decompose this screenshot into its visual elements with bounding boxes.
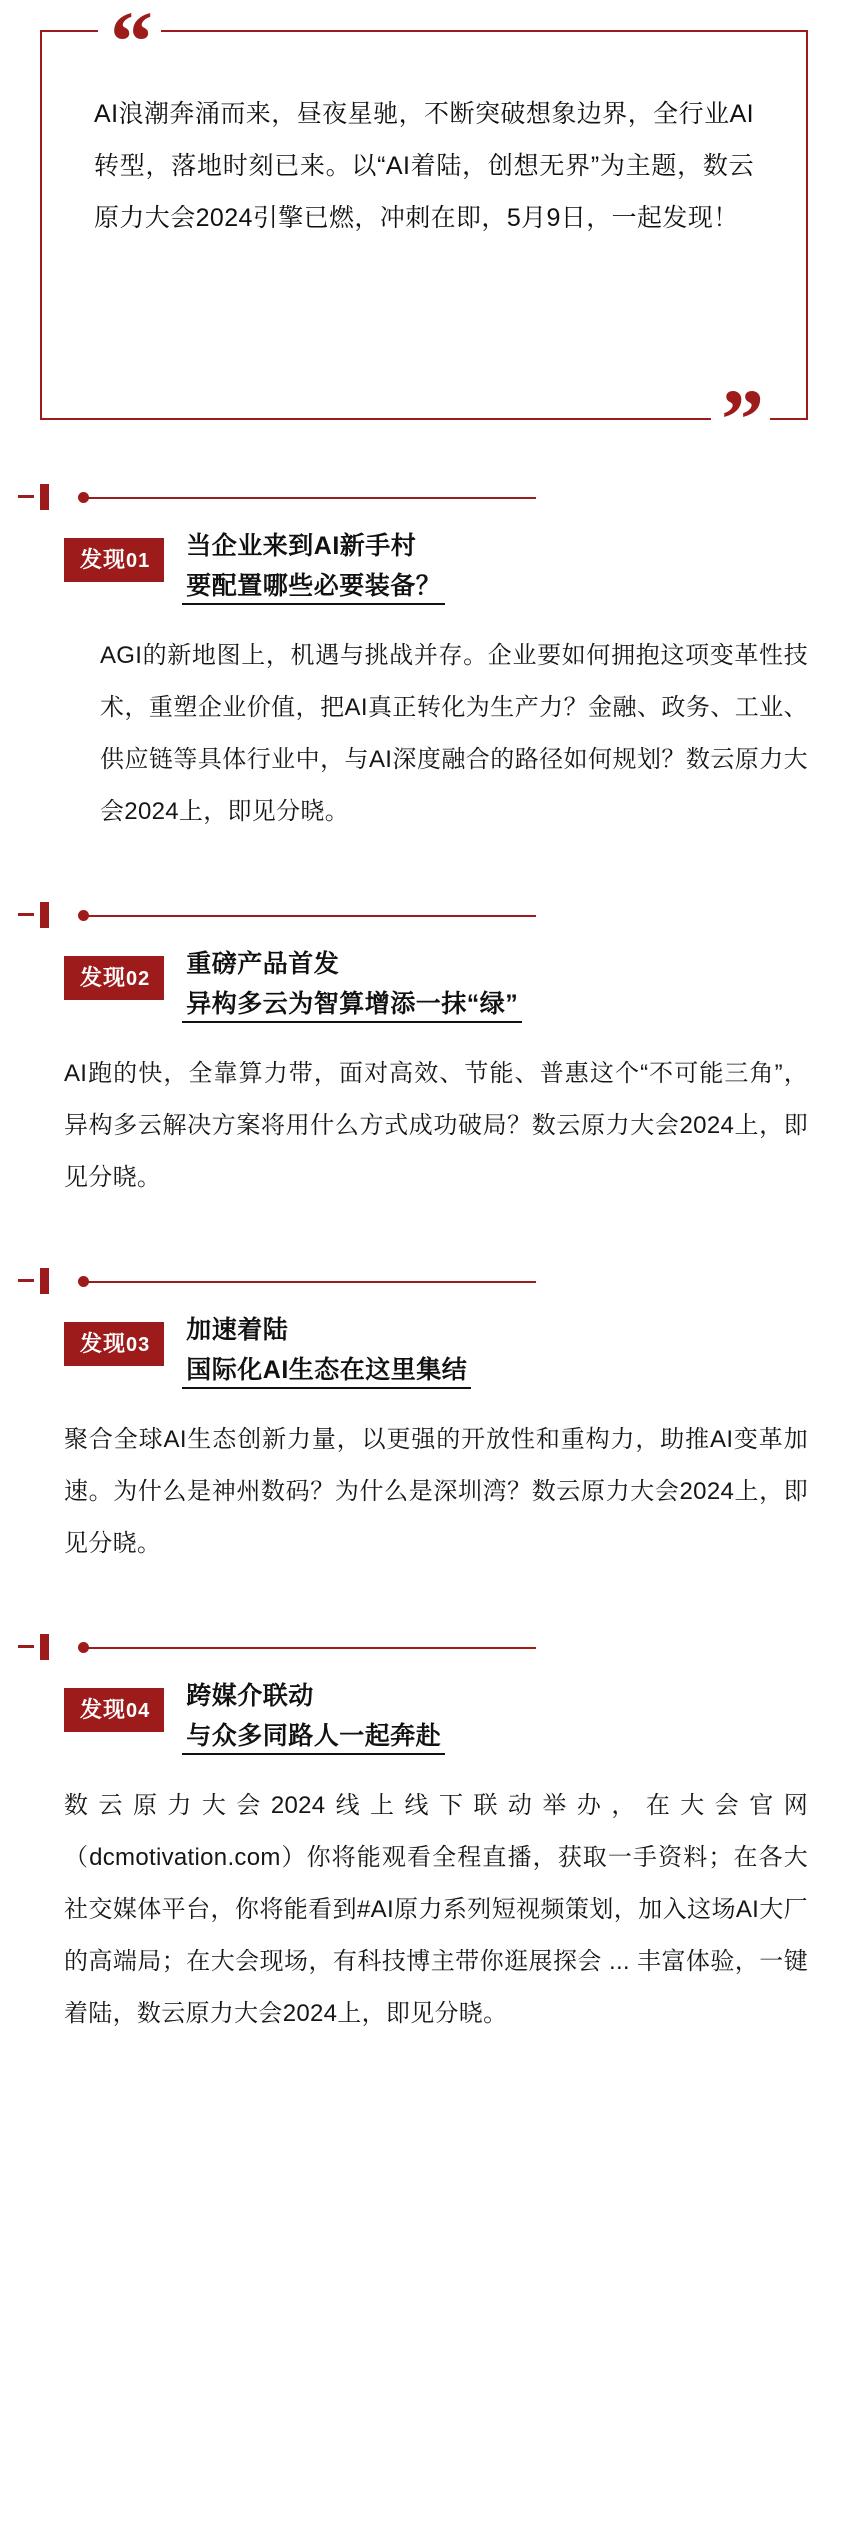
badge-02 [64,956,164,1000]
horizontal-rule [88,497,536,499]
square-marker-icon [40,484,49,510]
quote-text: AI浪潮奔涌而来，昼夜星驰，不断突破想象边界，全行业AI转型，落地时刻已来。以“AI着陆，创想无界”为主题，数云原力大会2024引擎已燃，冲刺在即，5月9日，一起发现！ [94,100,754,232]
section-03-body: 聚合全球AI生态创新力量，以更强的开放性和重构力，助推AI变革加速。为什么是神州数码？为什么是深圳湾？数云原力大会2024上，即见分晓。 [64,1426,808,1557]
dash-marker-icon [18,1645,34,1648]
section-04-title-line2: 与众多同路人一起奔赴 [186,1716,441,1756]
badge-04-label: 发现 [80,1697,127,1722]
section-02-titles [186,940,518,1024]
section-03 [40,1266,808,1570]
badge-03-label: 发现 [80,1331,127,1356]
section-01-title-line2: 要配置哪些必要装备？ [186,566,441,606]
horizontal-rule [88,1281,536,1283]
section-03-divider [40,1266,808,1302]
badge-01-number: 01 [126,550,151,572]
section-04-title-line1: 跨媒介联动 [186,1682,314,1710]
dash-marker-icon [18,913,34,916]
quote-block [40,0,808,467]
quote-open-icon: “ [98,6,161,76]
section-01-title-line1: 当企业来到AI新手村 [186,532,417,560]
dash-marker-icon [18,495,34,498]
section-01-divider [40,482,808,518]
section-02-header [40,940,808,1024]
square-marker-icon [40,1634,49,1660]
section-02-title-line1: 重磅产品首发 [186,950,340,978]
section-04-body: 数云原力大会2024线上线下联动举办，在大会官网（dcmotivation.com）你将能观看全程直播，获取一手资料；在各大社交媒体平台，你将能看到#AI原力系列短视频策划，加入这场AI大厂的高端局；在大会现场，有科技博主带你逛展探会 ... 丰富体验，一键着陆，数云原力大会2024上，即见分晓。 [64,1792,808,2027]
square-marker-icon [40,1268,49,1294]
section-03-titles [186,1306,467,1390]
badge-03 [64,1322,164,1366]
quote-close-icon: ” [711,384,770,454]
section-03-header [40,1306,808,1390]
dash-marker-icon [18,1279,34,1282]
section-02 [40,900,808,1204]
horizontal-rule [88,915,536,917]
section-03-title-line1: 加速着陆 [186,1316,289,1344]
section-04-header [40,1672,808,1756]
square-marker-icon [40,902,49,928]
horizontal-rule [88,1647,536,1649]
section-04-divider [40,1632,808,1668]
section-02-body: AI跑的快，全靠算力带，面对高效、节能、普惠这个“不可能三角”，异构多云解决方案将用什么方式成功破局？数云原力大会2024上，即见分晓。 [64,1060,808,1191]
badge-02-label: 发现 [80,965,127,990]
badge-03-number: 03 [126,1334,151,1356]
section-03-title-line2: 国际化AI生态在这里集结 [186,1350,467,1390]
section-01-titles [186,522,441,606]
section-02-divider [40,900,808,936]
section-04-titles [186,1672,441,1756]
section-02-title-line2: 异构多云为智算增添一抹“绿” [186,984,518,1024]
section-01-header [40,522,808,606]
badge-01-label: 发现 [80,547,127,572]
badge-04 [64,1688,164,1732]
section-01-body: AGI的新地图上，机遇与挑战并存。企业要如何拥抱这项变革性技术，重塑企业价值，把AI真正转化为生产力？金融、政务、工业、供应链等具体行业中，与AI深度融合的路径如何规划？数云原力大会2024上，即见分晓。 [100,642,808,825]
section-04 [40,1632,808,2040]
section-01 [40,482,808,838]
badge-01 [64,538,164,582]
badge-04-number: 04 [126,1700,151,1722]
badge-02-number: 02 [126,968,151,990]
